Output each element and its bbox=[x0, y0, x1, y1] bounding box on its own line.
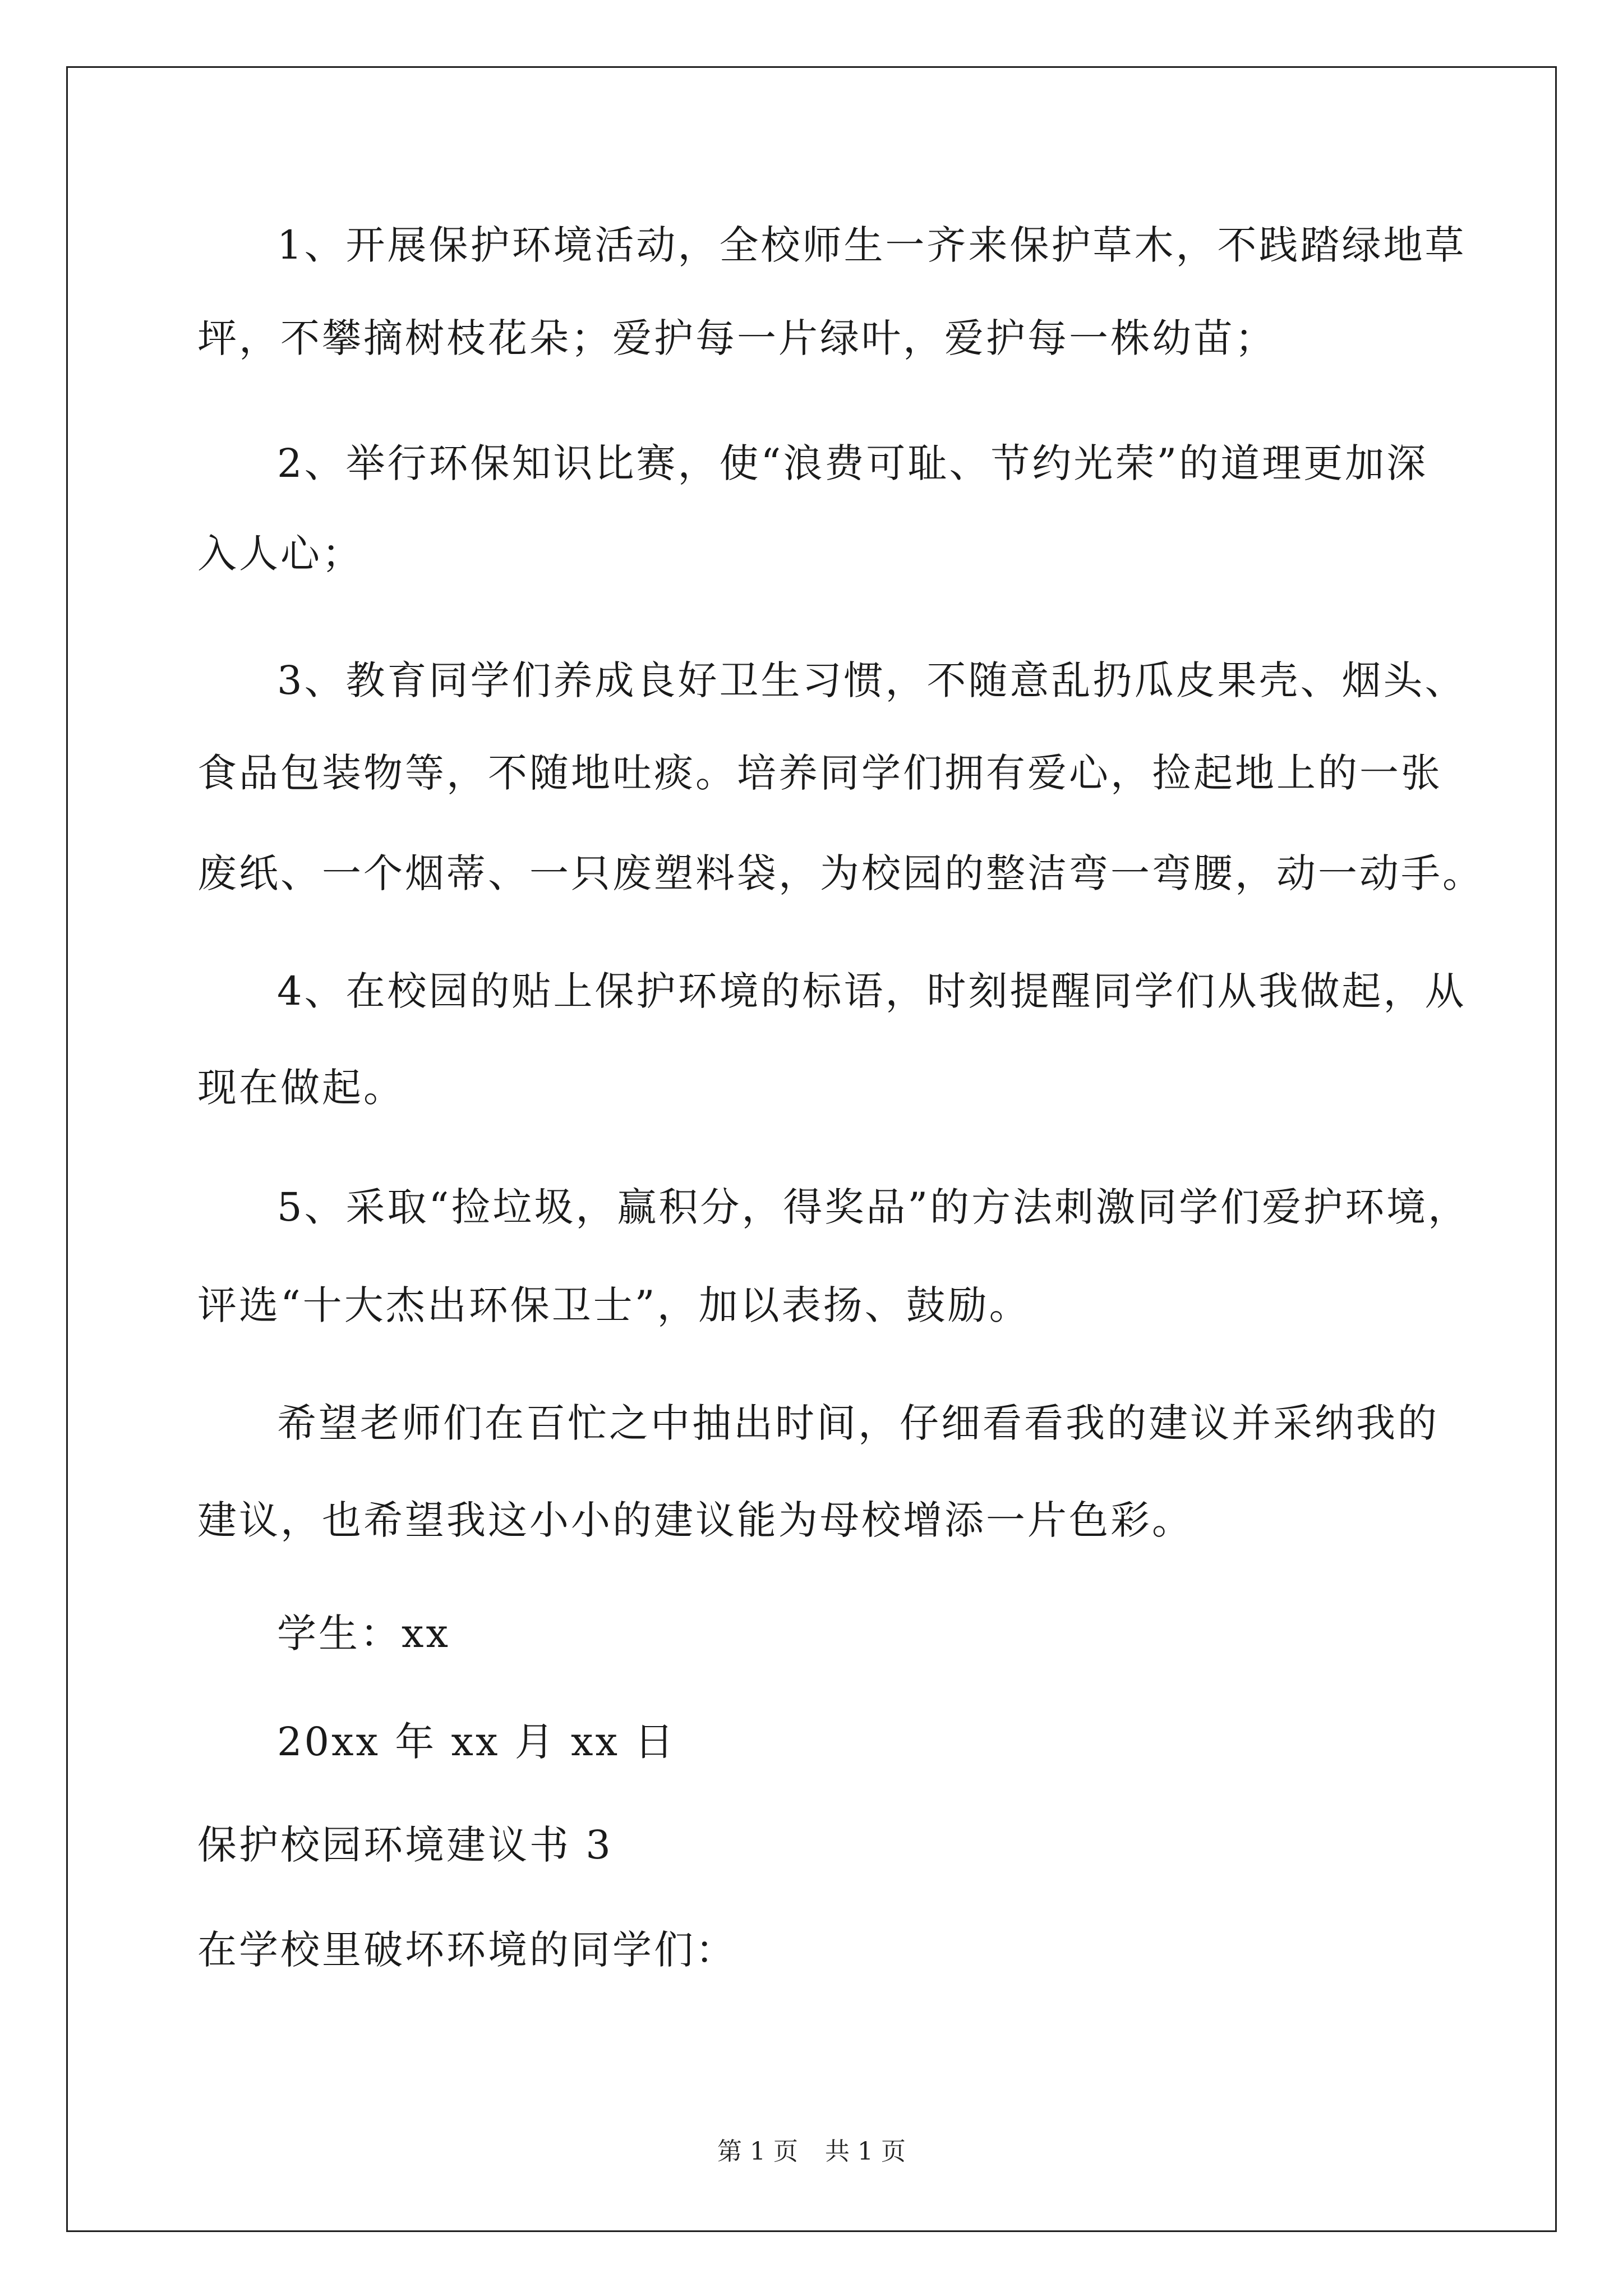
page-number: 第 1 页 bbox=[717, 2137, 798, 2166]
signature-date: 20xx 年 xx 月 xx 日 bbox=[277, 1719, 676, 1765]
signature-student: 学生：xx bbox=[277, 1611, 450, 1657]
page-total: 共 1 页 bbox=[825, 2137, 906, 2166]
section-title: 保护校园环境建议书 3 bbox=[197, 1822, 613, 1868]
paragraph-5-line-2: 评选“十大杰出环保卫士”，加以表扬、鼓励。 bbox=[197, 1282, 1031, 1328]
page-border bbox=[66, 66, 1557, 2232]
paragraph-1-line-1: 1、开展保护环境活动，全校师生一齐来保护草木，不践踏绿地草 bbox=[277, 222, 1467, 268]
paragraph-3-line-3: 废纸、一个烟蒂、一只废塑料袋，为校园的整洁弯一弯腰，动一动手。 bbox=[197, 850, 1484, 896]
salutation: 在学校里破坏环境的同学们： bbox=[197, 1927, 737, 1973]
page-footer bbox=[0, 2136, 1623, 2168]
paragraph-4-line-2: 现在做起。 bbox=[197, 1065, 405, 1111]
paragraph-5-line-1: 5、采取“捡垃圾，赢积分，得奖品”的方法刺激同学们爱护环境， bbox=[277, 1184, 1470, 1230]
paragraph-1-line-2: 坪，不攀摘树枝花朵；爱护每一片绿叶，爱护每一株幼苗； bbox=[197, 315, 1276, 361]
paragraph-6-line-1: 希望老师们在百忙之中抽出时间，仔细看看我的建议并采纳我的 bbox=[277, 1400, 1439, 1446]
paragraph-6-line-2: 建议，也希望我这小小的建议能为母校增添一片色彩。 bbox=[197, 1497, 1193, 1543]
paragraph-4-line-1: 4、在校园的贴上保护环境的标语，时刻提醒同学们从我做起，从 bbox=[277, 968, 1467, 1014]
paragraph-3-line-1: 3、教育同学们养成良好卫生习惯，不随意乱扔瓜皮果壳、烟头、 bbox=[277, 657, 1467, 703]
paragraph-3-line-2: 食品包装物等，不随地吐痰。培养同学们拥有爱心，捡起地上的一张 bbox=[197, 750, 1442, 796]
paragraph-2-line-1: 2、举行环保知识比赛，使“浪费可耻、节约光荣”的道理更加深 bbox=[277, 440, 1428, 486]
paragraph-2-line-2: 入人心； bbox=[197, 531, 363, 577]
